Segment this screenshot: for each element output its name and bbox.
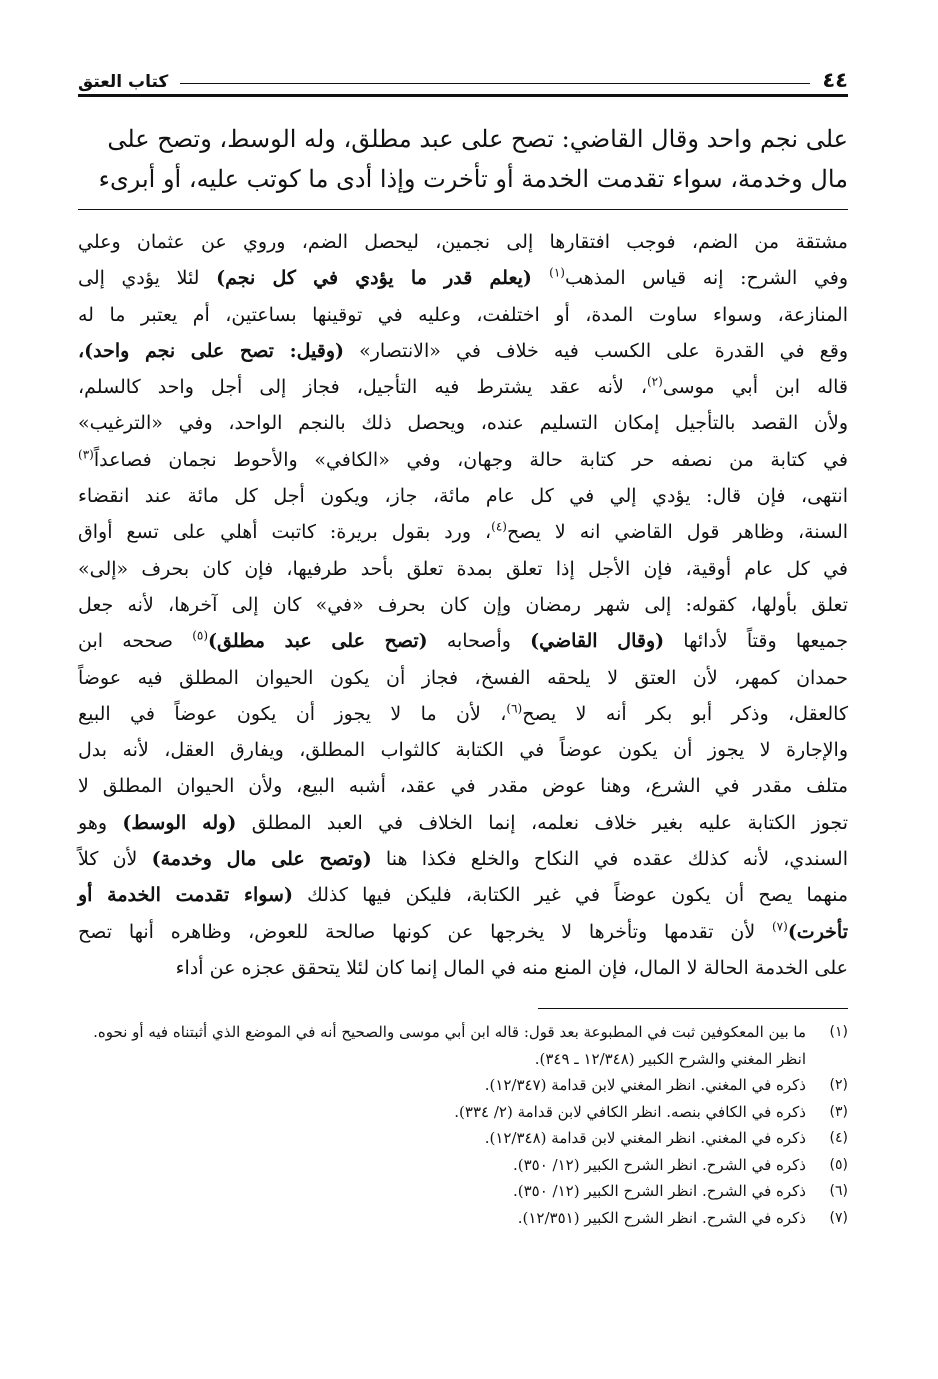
commentary-line: تأخرت)$^{(٧)}$ لأن تقدمها وتأخرها لا يخرجها عن كونها صالحة للعوض، وظاهره أنها تصح (78, 919, 848, 943)
commentary-text (78, 224, 848, 986)
commentary-line: قاله ابن أبي موسى$^{(٢)}$، لأنه عقد يشترط فيه التأجيل، فجاز إلى أجل واحد كالسلم، (78, 374, 848, 399)
commentary-line: ولأن القصد بالتأجيل إمكان التسليم عنده، ويحصل ذلك بالنجم الواحد، وفي «الترغيب» (78, 412, 848, 435)
commentary-line: وفي الشرح: إنه قياس المذهب$^{(١)}$ (يعلم قدر ما يؤدي في كل نجم) لئلا يؤدي إلى (78, 265, 848, 290)
footnote-number: (١) (829, 1024, 848, 1041)
footnote-separator (538, 1008, 848, 1009)
commentary-line: السندي، لأنه كذلك عقده في النكاح والخلع فكذا هنا (وتصح على مال وخدمة) لأن كلاً (78, 848, 848, 871)
commentary-line: حمدان كمهر، لأن العتق لا يلحقه الفسخ، فجاز أن يكون الحيوان المطلق فيه عوضاً (78, 666, 848, 689)
footnote-text: ذكره في المغني. انظر المغني لابن قدامة (١٢/٣٤٧). (484, 1076, 806, 1095)
footnote-text: ذكره في الكافي بنصه. انظر الكافي لابن قدامة (٢/ ٣٣٤). (454, 1102, 806, 1121)
commentary-line: السنة، وظاهر قول القاضي انه لا يصح$^{(٤)}$، ورد بقول بريرة: كاتبت أهلي على تسع أواق (78, 520, 849, 544)
footnotes (78, 1019, 848, 1231)
page-number: ٤٤ (822, 68, 848, 92)
footnote-text: ذكره في الشرح. انظر الشرح الكبير (١٢/ ٣٥٠). (512, 1155, 806, 1174)
footnote-item (78, 1205, 848, 1232)
commentary-line: وقع في القدرة على الكسب فيه خلاف في «الانتصار» (وقيل: تصح على نجم واحد)، (78, 339, 848, 362)
footnote-item (78, 1152, 848, 1179)
commentary-line: منهما يصح أن يكون عوضاً في غير الكتابة، فليكن فيها كذلك (سواء تقدمت الخدمة أو (78, 884, 848, 907)
commentary-line: كالعقل، وذكر أبو بكر أنه لا يصح$^{(٦)}$، لأن ما لا يجوز أن يكون عوضاً في البيع (78, 701, 849, 725)
commentary-line: في كل عام أوقية، فإن الأجل إذا تعلق بمدة تعلق بأحد طرفيها، فإن كان بحرف «إلى» (78, 557, 848, 580)
commentary-line: تعلق بأولها، كقوله: إلى شهر رمضان وإن كان بحرف «في» كان إلى آخرها، لأنه جعل (78, 593, 848, 616)
matn-line: على نجم واحد وقال القاضي: تصح على عبد مطلق، وله الوسط، وتصح على (107, 125, 848, 153)
matn-separator (78, 209, 848, 210)
footnote-ref[interactable]: (٣) (78, 447, 94, 462)
commentary-line: تجوز الكتابة عليه بغير خلاف نعلمه، إنما الخلاف في العبد المطلق (وله الوسط) وهو (78, 811, 848, 834)
footnote-ref[interactable]: (٥) (192, 628, 209, 643)
footnote-number: (٣) (829, 1103, 848, 1120)
footnote-item (78, 1019, 848, 1072)
footnote-text: ذكره في المغني. انظر المغني لابن قدامة (١٢/٣٤٨). (484, 1129, 806, 1148)
footnote-number: (٢) (829, 1077, 848, 1094)
commentary-line: والإجارة لا يجوز أن يكون عوضاً في الكتابة كالثواب المطلق، ويفارق العقل، لأنه بدل (78, 739, 848, 762)
footnote-ref[interactable]: (٧) (771, 919, 788, 934)
matn-text (78, 119, 848, 199)
footnote-number: (٤) (829, 1130, 848, 1147)
commentary-line: المنازعة، وسواء ساوت المدة، أو اختلفت، وعليه في توقينها بساعتين، أم يعتبر ما له (78, 303, 848, 326)
commentary-line: متلف مقدر في الشرع، وهنا عوض مقدر في عقد، أشبه البيع، ولأن الحيوان المطلق لا (78, 775, 848, 798)
footnote-item (78, 1178, 848, 1205)
footnote-ref[interactable]: (٤) (491, 520, 507, 535)
footnote-item (78, 1125, 848, 1152)
footnote-item (78, 1099, 848, 1126)
footnote-number: (٧) (829, 1209, 848, 1226)
footnote-text: ذكره في الشرح. انظر الشرح الكبير (١٢/٣٥١). (517, 1208, 806, 1227)
running-header (78, 58, 848, 97)
footnote-ref[interactable]: (١) (549, 265, 565, 280)
footnote-ref[interactable]: (٦) (506, 701, 523, 716)
commentary-line: انتهى، فإن قال: يؤدي إلي في كل عام مائة، جاز، ويكون أجل كل مائة عند انقضاء (78, 485, 848, 508)
header-rule (180, 83, 810, 84)
book-title: كتاب العتق (78, 72, 169, 92)
commentary-line: مشتقة من الضم، فوجب افتقارها إلى نجمين، ليحصل الضم، وروي عن عثمان وعلي (78, 231, 848, 253)
footnote-number: (٦) (829, 1183, 848, 1200)
book-page (78, 58, 848, 1231)
commentary-line: على الخدمة الحالة لا المال، فإن المنع منه في المال إنما كان لئلا يتحقق عجزه عن أداء (175, 956, 848, 979)
footnote-number: (٥) (829, 1156, 848, 1173)
footnote-text: ما بين المعكوفين ثبت في المطبوعة بعد قول: قاله ابن أبي موسى والصحيح أنه في الموضع الذي أثبتناه فيه أو نحوه. انظر المغني والشرح الكبير (١٢/٣٤٨ ـ ٣٤٩). (93, 1023, 806, 1068)
commentary-line: في كتابة من نصفه حر كتابة حالة وجهان، وفي «الكافي» والأحوط نجمان فصاعداً$^{(٣)}$ (78, 447, 848, 471)
commentary-line: جميعها وقتاً لأدائها (وقال القاضي) وأصحابه (تصح على عبد مطلق)$^{(٥)}$ صححه ابن (78, 628, 848, 653)
footnote-ref[interactable]: (٢) (646, 374, 663, 389)
footnote-item (78, 1072, 848, 1099)
footnote-text: ذكره في الشرح. انظر الشرح الكبير (١٢/ ٣٥٠). (512, 1182, 806, 1201)
matn-line: مال وخدمة، سواء تقدمت الخدمة أو تأخرت وإذا أدى ما كوتب عليه، أو أبرىء (98, 165, 848, 193)
